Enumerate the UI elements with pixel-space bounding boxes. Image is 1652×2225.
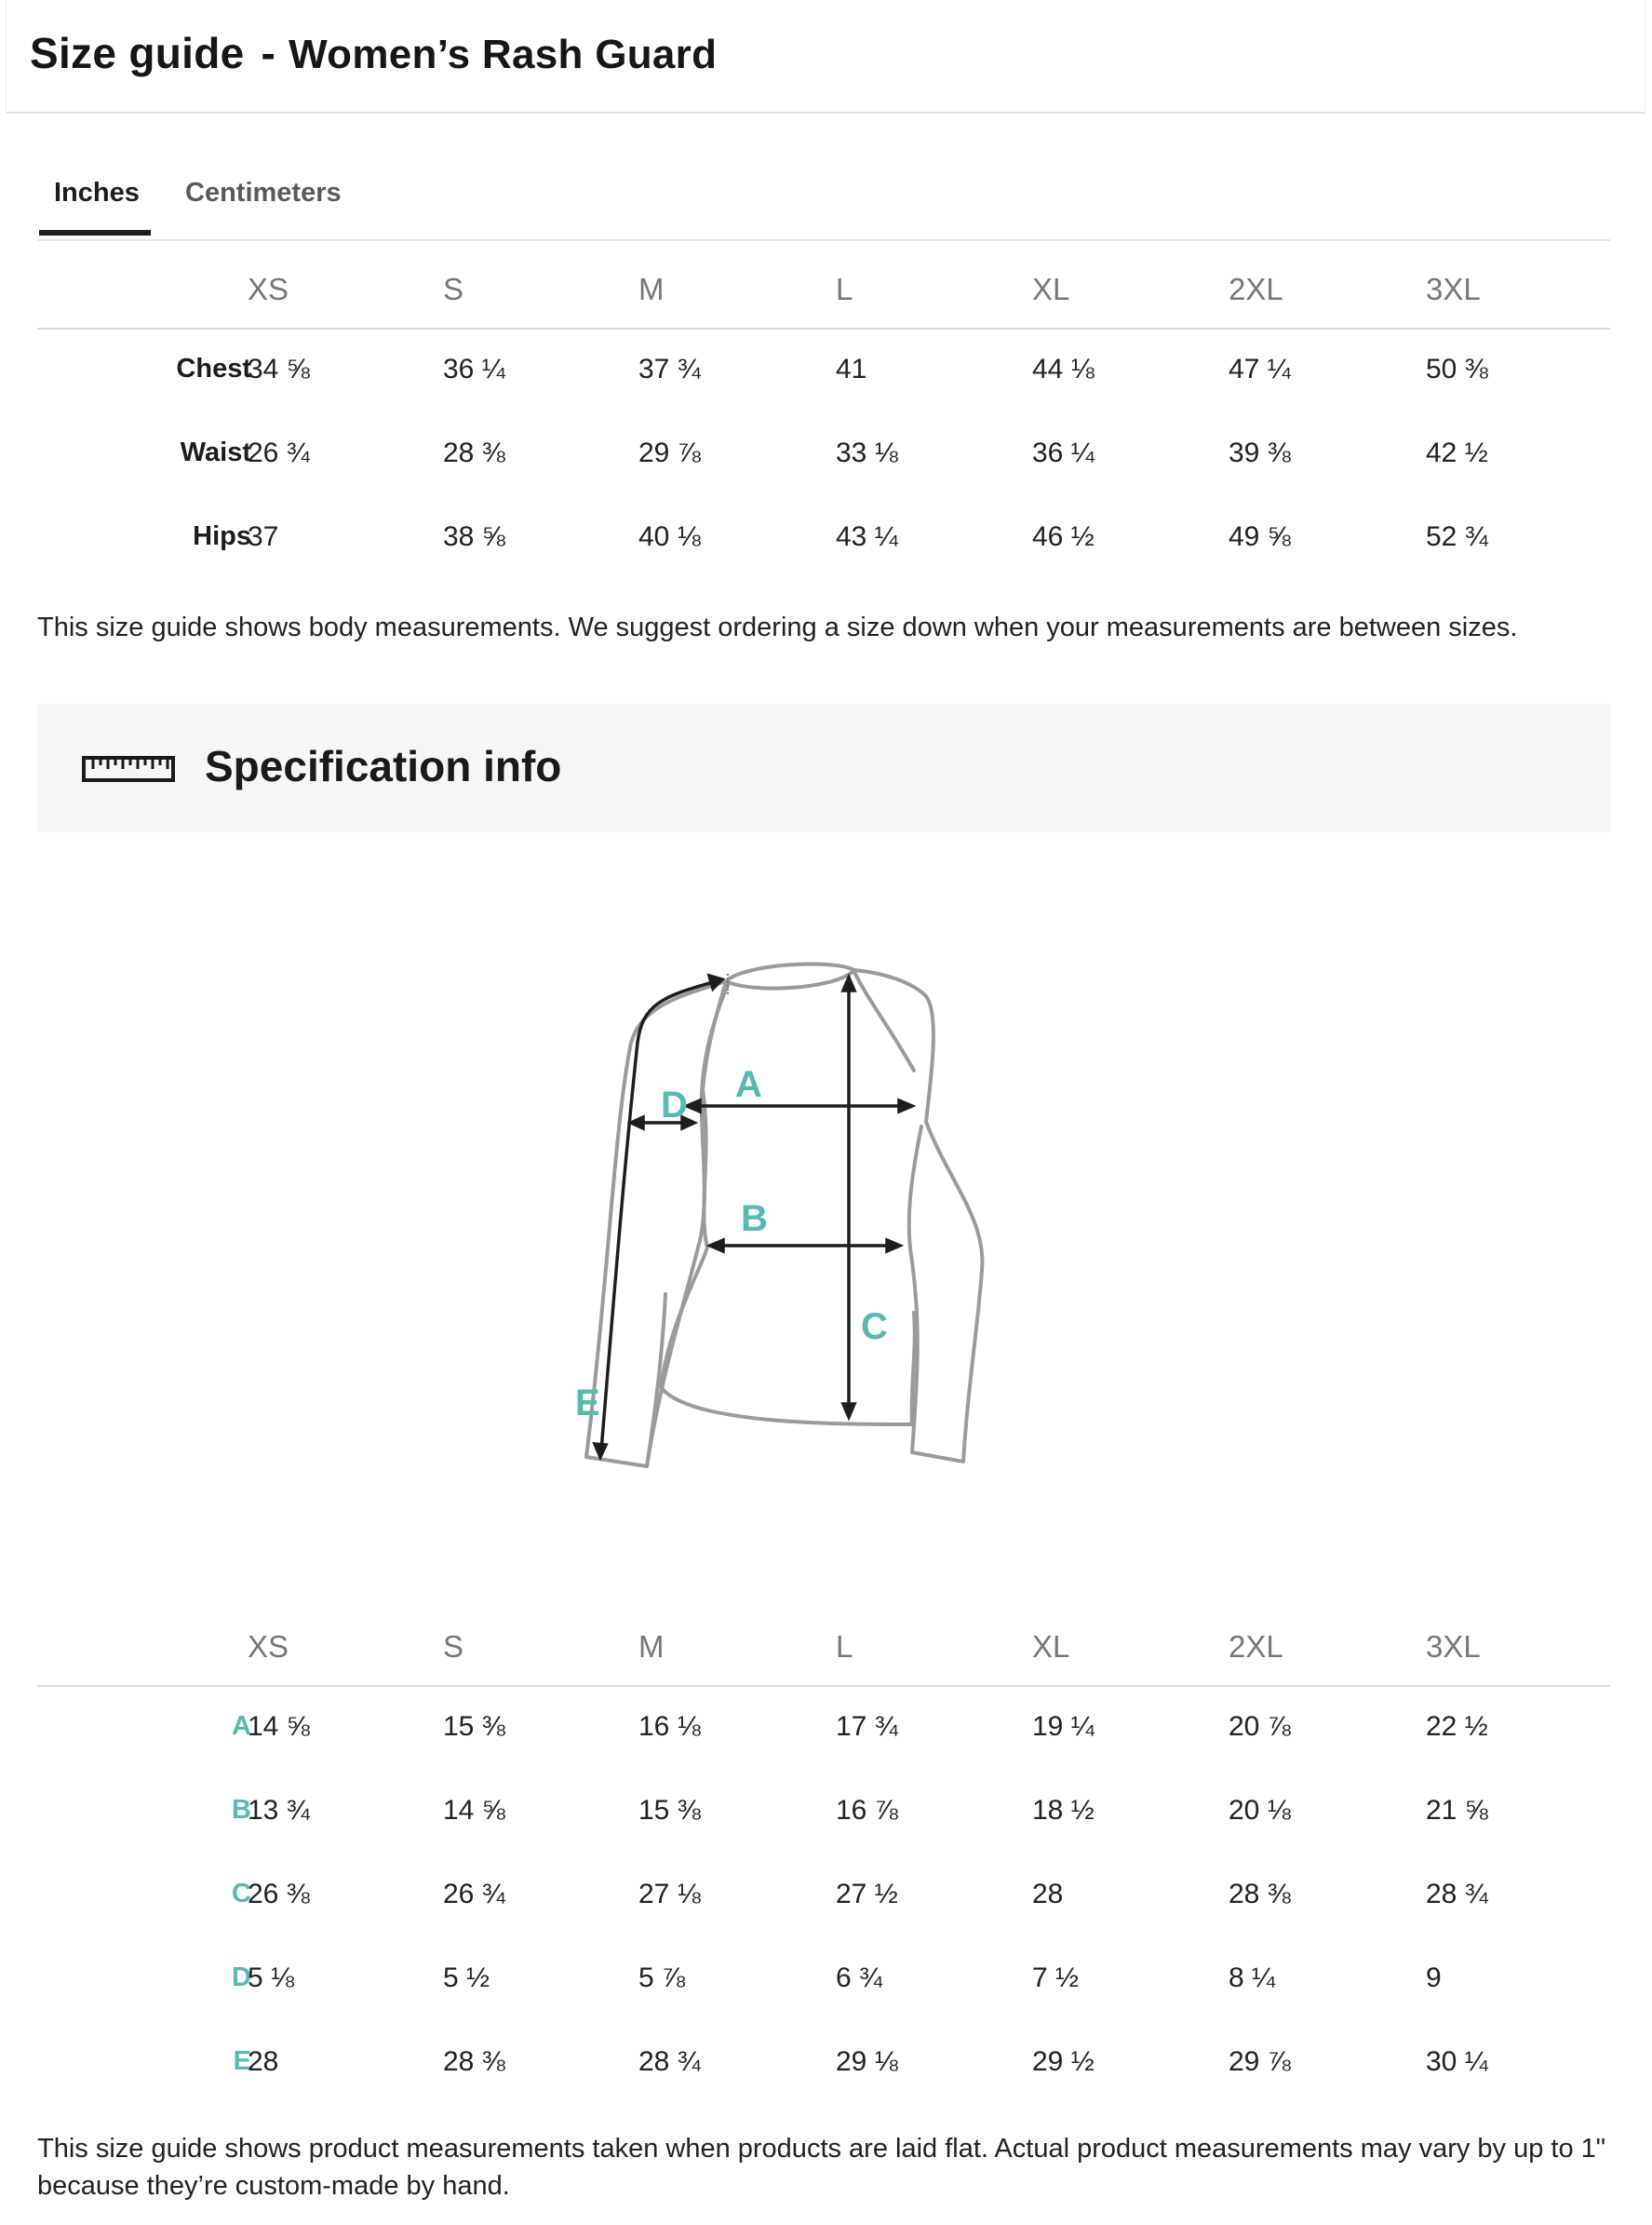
column-header-m: M [638,1629,665,1664]
tab-centimeters[interactable]: Centimeters [185,178,342,208]
column-header-l: L [836,1629,853,1664]
column-header-s: S [443,1629,464,1664]
table-cell: 26 ¾ [248,438,310,468]
row-label-d: D [232,1962,251,1992]
column-header-xs: XS [248,1629,289,1664]
table-cell: 40 ⅛ [638,521,701,552]
tab-inches[interactable]: Inches [54,178,140,208]
table-cell: 42 ½ [1426,438,1488,468]
table-cell: 5 ⅛ [248,1962,295,1993]
table-cell: 22 ½ [1426,1711,1488,1742]
table-cell: 16 ⅛ [638,1711,701,1742]
table-cell: 13 ¾ [248,1795,310,1826]
table-cell: 29 ⅞ [638,438,701,468]
active-tab-indicator [39,230,151,236]
label-b: B [741,1198,768,1239]
table-row [37,1938,1610,2022]
product-name: Women’s Rash Guard [289,32,718,77]
table-cell: 5 ⅞ [638,1962,686,1993]
table-cell: 21 ⅝ [1426,1795,1488,1826]
table-cell: 5 ½ [443,1962,490,1993]
table-cell: 37 [248,521,279,552]
table-cell: 28 ⅜ [443,2046,505,2077]
table-cell: 36 ¼ [443,354,505,384]
table-cell: 50 ⅜ [1426,354,1488,384]
table-cell: 6 ¾ [836,1962,883,1993]
table-cell: 20 ⅞ [1229,1711,1291,1742]
table-cell: 38 ⅝ [443,521,505,552]
row-label-c: C [232,1879,251,1908]
label-c: C [861,1306,888,1347]
row-label-e: E [233,2046,251,2076]
column-header-xl: XL [1032,1629,1070,1664]
table-cell: 28 [1032,1879,1064,1909]
product-measurements-note: This size guide shows product measurements taken when products are laid flat. Actual product measurements may vary by up to 1" because they’re custom-made by hand. [37,2134,1606,2201]
table-cell: 28 [248,2046,279,2077]
table-cell: 46 ½ [1032,521,1095,552]
row-label-chest: Chest [176,354,251,384]
specification-title: Specification info [205,742,562,790]
table-cell: 37 ¾ [638,354,701,384]
table-cell: 15 ⅜ [443,1711,505,1742]
table-cell: 36 ¼ [1032,438,1095,468]
unit-tabs [37,163,1610,241]
table-cell: 41 [836,354,867,384]
table-cell: 27 ½ [836,1879,898,1909]
table-cell: 28 ⅜ [1229,1879,1291,1909]
table-cell: 16 ⅞ [836,1795,898,1826]
table-cell: 8 ¼ [1229,1962,1276,1993]
column-header-2xl: 2XL [1229,272,1283,306]
table-cell: 9 [1426,1962,1442,1993]
row-label-a: A [232,1711,251,1741]
table-cell: 20 ⅛ [1229,1795,1291,1826]
product-measurements-table [37,1601,1610,2104]
row-label-waist: Waist [180,438,251,467]
table-row [37,1771,1610,1854]
column-header-l: L [836,272,853,306]
table-cell: 14 ⅝ [443,1795,505,1826]
header [6,0,1645,114]
specification-banner [37,704,1610,832]
table-cell: 7 ½ [1032,1962,1080,1993]
ruler-icon [82,756,175,784]
title-text: Size guide [30,29,245,77]
column-header-3xl: 3XL [1426,1629,1481,1664]
table-cell: 26 ¾ [443,1879,505,1909]
table-cell: 44 ⅛ [1032,354,1095,384]
row-label-hips: Hips [193,521,251,551]
table-row [37,413,1610,497]
page-title [30,28,717,78]
table-row [37,1854,1610,1938]
title-separator: - [261,29,276,77]
column-header-2xl: 2XL [1229,1629,1283,1664]
table-cell: 52 ¾ [1426,521,1488,552]
body-measurements-note: This size guide shows body measurements. We suggest ordering a size down when your measurements are between sizes. [37,613,1518,642]
column-header-s: S [443,272,464,306]
table-row [37,330,1610,413]
table-cell: 18 ½ [1032,1795,1095,1826]
table-cell: 29 ½ [1032,2046,1095,2077]
column-header-m: M [638,272,665,306]
label-d: D [661,1085,688,1126]
table-header-row [37,244,1610,330]
column-header-xl: XL [1032,272,1070,306]
table-cell: 28 ¾ [638,2046,701,2077]
table-cell: 27 ⅛ [638,1879,701,1909]
table-cell: 33 ⅛ [836,438,898,468]
row-label-b: B [232,1795,251,1825]
table-cell: 26 ⅜ [248,1879,310,1909]
table-row [37,1687,1610,1771]
table-cell: 15 ⅜ [638,1795,701,1826]
table-cell: 29 ⅞ [1229,2046,1291,2077]
table-cell: 29 ⅛ [836,2046,898,2077]
table-cell: 43 ¼ [836,521,898,552]
table-cell: 34 ⅝ [248,354,310,384]
rash-guard-diagram [558,940,1024,1499]
label-e: E [575,1382,600,1423]
table-cell: 28 ⅜ [443,438,505,468]
table-header-row [37,1601,1610,1687]
table-cell: 17 ¾ [836,1711,898,1742]
table-row [37,2022,1610,2106]
table-row [37,497,1610,581]
table-cell: 14 ⅝ [248,1711,310,1742]
table-cell: 19 ¼ [1032,1711,1095,1742]
table-cell: 47 ¼ [1229,354,1291,384]
column-header-xs: XS [248,272,289,306]
table-cell: 49 ⅝ [1229,521,1291,552]
body-measurements-table [37,244,1610,579]
label-a: A [735,1064,762,1105]
column-header-3xl: 3XL [1426,272,1481,306]
table-cell: 39 ⅜ [1229,438,1291,468]
table-cell: 28 ¾ [1426,1879,1488,1909]
table-cell: 30 ¼ [1426,2046,1488,2077]
